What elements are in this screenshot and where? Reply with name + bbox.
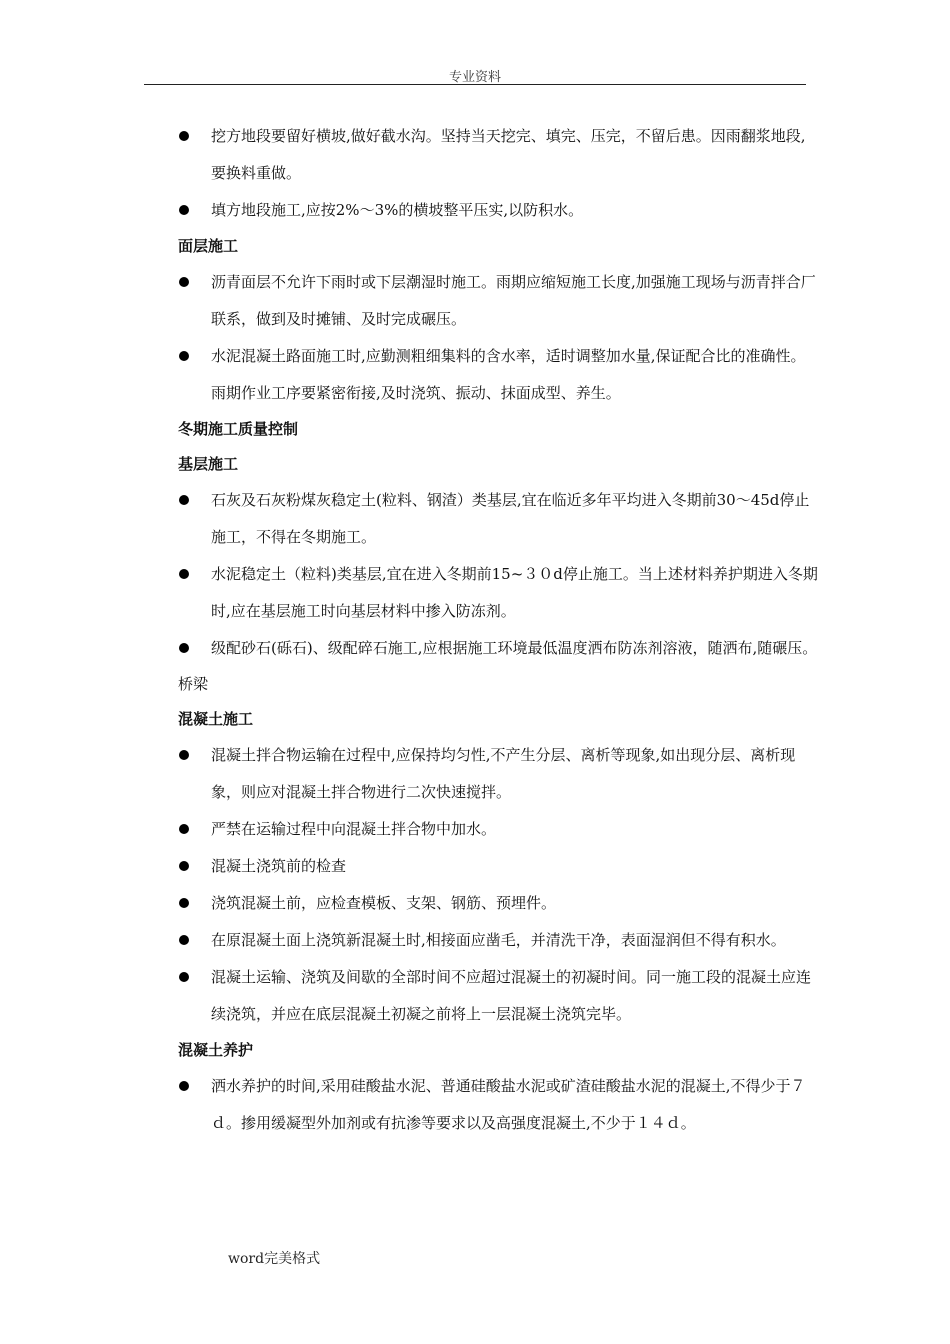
- list-item: [178, 556, 818, 630]
- list-item: [178, 922, 818, 959]
- list-item: [178, 1068, 818, 1142]
- list-item-text: 石灰及石灰粉煤灰稳定土(粒料、钢渣）类基层,宜在临近多年平均进入冬期前30～45d停止施工，不得在冬期施工。: [211, 491, 810, 546]
- list-item: [178, 848, 818, 885]
- bullet-icon: [179, 351, 189, 361]
- bullet-icon: [179, 643, 189, 653]
- list-item: [178, 885, 818, 922]
- list-item-text: 混凝土浇筑前的检查: [211, 857, 347, 875]
- list-item-text: 填方地段施工,应按2%～3%的横坡整平压实,以防积水。: [211, 201, 584, 219]
- list-item: [178, 737, 818, 811]
- section-heading: 混凝土养护: [178, 1041, 254, 1059]
- list-item-text: 洒水养护的时间,采用硅酸盐水泥、普通硅酸盐水泥或矿渣硅酸盐水泥的混凝土,不得少于７ｄ。掺用缓凝型外加剂或有抗渗等要求以及高强度混凝土,不少于１４ｄ。: [211, 1077, 806, 1132]
- list-item: [178, 959, 818, 1033]
- bullet-icon: [179, 1081, 189, 1091]
- list-item: [178, 630, 818, 667]
- list-item: [178, 192, 818, 229]
- bullet-icon: [179, 824, 189, 834]
- bullet-icon: [179, 750, 189, 760]
- list-item: [178, 338, 818, 412]
- section-heading: 冬期施工质量控制: [178, 420, 299, 438]
- list-item: [178, 118, 818, 192]
- list-item-text: 沥青面层不允许下雨时或下层潮湿时施工。雨期应缩短施工长度,加强施工现场与沥青拌合厂联系，做到及时摊铺、及时完成碾压。: [211, 273, 816, 328]
- page-footer: word完美格式: [228, 1251, 321, 1267]
- list-item-text: 水泥混凝土路面施工时,应勤测粗细集料的含水率，适时调整加水量,保证配合比的准确性。雨期作业工序要紧密衔接,及时浇筑、振动、抹面成型、养生。: [211, 347, 806, 402]
- list-item-text: 混凝土运输、浇筑及间歇的全部时间不应超过混凝土的初凝时间。同一施工段的混凝土应连续浇筑，并应在底层混凝土初凝之前将上一层混凝土浇筑完毕。: [211, 968, 812, 1023]
- bullet-icon: [179, 569, 189, 579]
- list-item-text: 混凝土拌合物运输在过程中,应保持均匀性,不产生分层、离析等现象,如出现分层、离析现象，则应对混凝土拌合物进行二次快速搅拌。: [211, 746, 796, 801]
- list-item-text: 在原混凝土面上浇筑新混凝土时,相接面应凿毛，并清洗干净，表面湿润但不得有积水。: [211, 931, 786, 949]
- bullet-icon: [179, 972, 189, 982]
- header-divider: [144, 84, 806, 85]
- document-body: [178, 118, 818, 1142]
- bullet-icon: [179, 898, 189, 908]
- bullet-icon: [179, 131, 189, 141]
- list-item-text: 水泥稳定土（粒料)类基层,宜在进入冬期前15~３０d停止施工。当上述材料养护期进入冬期时,应在基层施工时向基层材料中掺入防冻剂。: [211, 565, 818, 620]
- bullet-icon: [179, 205, 189, 215]
- section-heading: 面层施工: [178, 237, 239, 255]
- list-item-text: 级配砂石(砾石)、级配碎石施工,应根据施工环境最低温度洒布防冻剂溶液，随洒布,随碾压。: [211, 639, 818, 657]
- section-heading: 基层施工: [178, 455, 239, 473]
- list-item: [178, 482, 818, 556]
- section-label: 桥梁: [178, 675, 209, 693]
- bullet-icon: [179, 277, 189, 287]
- page-header: 专业资料: [448, 70, 501, 85]
- list-item-text: 挖方地段要留好横坡,做好截水沟。坚持当天挖完、填完、压完，不留后患。因雨翻浆地段,要换料重做。: [211, 127, 806, 182]
- section-heading: 混凝土施工: [178, 710, 254, 728]
- list-item-text: 浇筑混凝土前，应检查模板、支架、钢筋、预埋件。: [211, 894, 557, 912]
- bullet-icon: [179, 495, 189, 505]
- list-item: [178, 811, 818, 848]
- list-item: [178, 264, 818, 338]
- list-item-text: 严禁在运输过程中向混凝土拌合物中加水。: [211, 820, 497, 838]
- bullet-icon: [179, 935, 189, 945]
- bullet-icon: [179, 861, 189, 871]
